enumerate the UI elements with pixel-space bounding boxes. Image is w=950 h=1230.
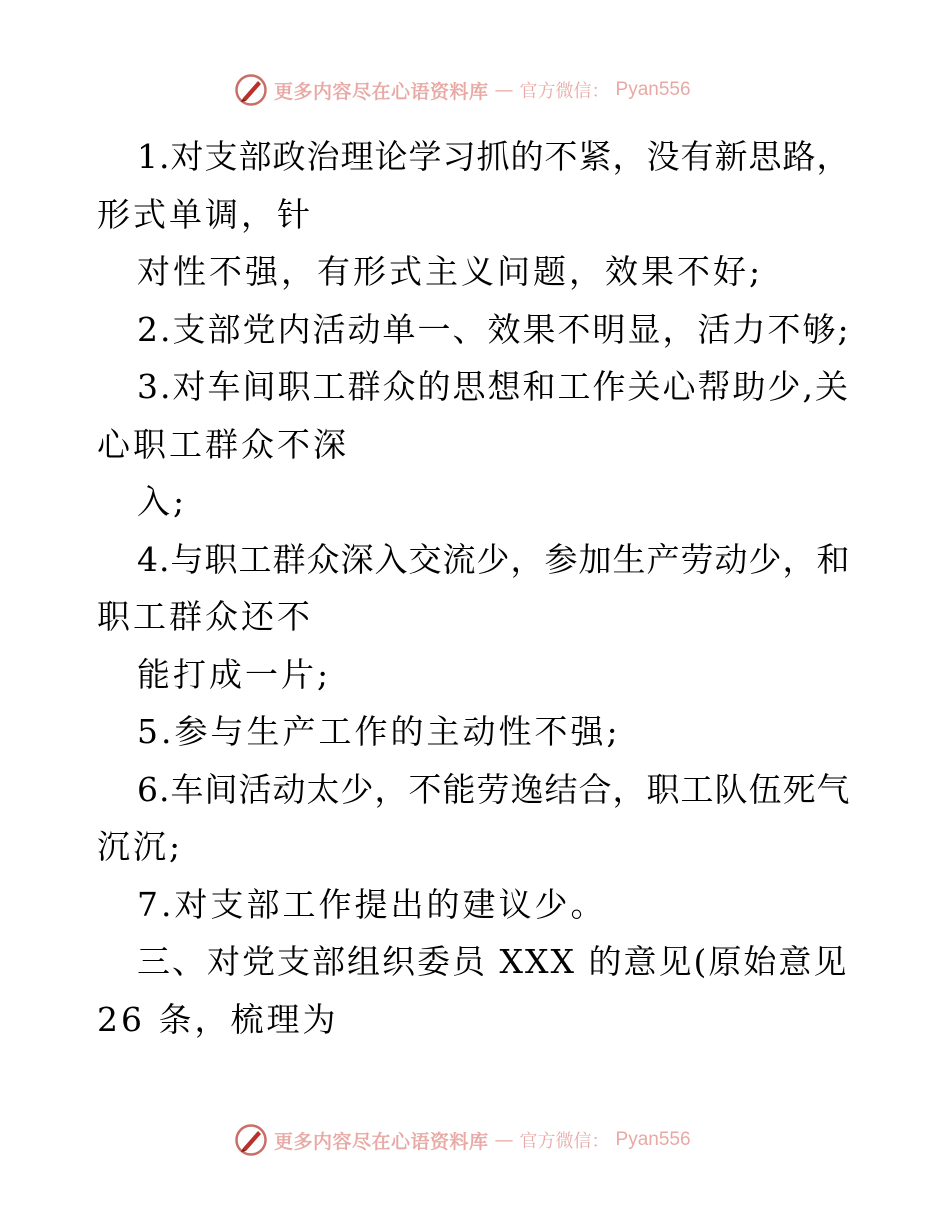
document-body [97, 128, 857, 1048]
body-line: 职工群众还不 [97, 597, 313, 636]
pen-logo-icon [234, 73, 268, 107]
footer-watermark [234, 1122, 691, 1158]
body-line: 能打成一片; [137, 654, 332, 694]
header-watermark [234, 72, 691, 108]
watermark-dash: — [494, 79, 514, 101]
watermark-wechat-id: Pyan556 [615, 1129, 691, 1150]
body-line: 三、对党支部组织委员 XXX 的意见(原始意见 [137, 942, 849, 981]
watermark-official-label: 官方微信： [519, 1131, 610, 1152]
body-line: 2.支部党内活动单一、效果不明显，活力不够; [137, 309, 851, 349]
body-line: 3.对车间职工群众的思想和工作关心帮助少,关 [137, 367, 850, 406]
body-line: 对性不强，有形式主义问题，效果不好; [137, 252, 764, 291]
watermark-official-label: 官方微信： [519, 81, 610, 102]
watermark-dash: — [494, 1129, 514, 1151]
body-line: 入; [137, 482, 188, 521]
body-line: 心职工群众不深 [97, 424, 349, 464]
watermark-brand: 更多内容尽在心语资料库 [274, 1130, 489, 1153]
body-line: 形式单调，针 [97, 194, 313, 234]
body-line: 26 条，梳理为 [97, 999, 339, 1039]
pen-logo-icon [234, 1123, 268, 1157]
watermark-wechat-id: Pyan556 [615, 79, 691, 100]
body-line: 4.与职工群众深入交流少，参加生产劳动少，和 [137, 539, 851, 579]
body-line: 5.参与生产工作的主动性不强; [137, 712, 621, 751]
body-line: 沉沉; [97, 827, 184, 866]
body-line: 1.对支部政治理论学习抓的不紧，没有新思路， [137, 137, 851, 176]
watermark-brand: 更多内容尽在心语资料库 [274, 80, 489, 103]
body-line: 7.对支部工作提出的建议少。 [137, 884, 607, 924]
body-line: 6.车间活动太少，不能劳逸结合，职工队伍死气 [137, 769, 851, 809]
